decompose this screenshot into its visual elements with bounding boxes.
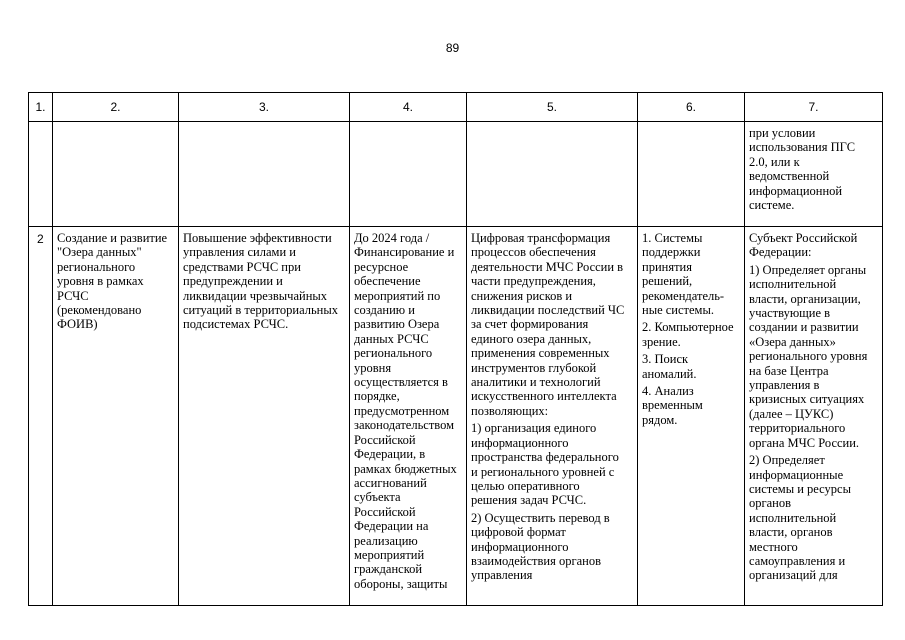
cell-paragraph: 2) Определяет информационные системы и ресурсы органов исполнительной власти, органов местного самоуправления и организаций для <box>749 453 851 583</box>
cell-paragraph: 3. Поиск аномалий. <box>642 352 697 381</box>
cell-paragraph: 1) Определяет органы исполнительной власти, организации, участвующие в создании и развитии «Озера данных» регионального уровня на базе Центра управления в кризисных ситуациях (далее – ЦУКС) территориального органа МЧС России. <box>749 262 868 450</box>
cell-paragraph: 4. Анализ временным рядом. <box>642 384 703 427</box>
header-cell-3: 3. <box>179 93 350 122</box>
header-cell-4: 4. <box>350 93 467 122</box>
table-cell <box>179 122 350 227</box>
table-cell <box>179 227 350 606</box>
cell-text: при условии использования ПГС 2.0, или к ведомственной информационной системе. <box>749 126 856 213</box>
cell-paragraph: 1) организация единого информационного пространства федерального и регионального уровней с целью оперативного решения задач РСЧС. <box>471 421 619 508</box>
table-cell <box>350 227 467 606</box>
table-cell <box>29 227 53 606</box>
table-cell <box>350 122 467 227</box>
cell-paragraph: 2) Осуществить перевод в цифровой формат информационного взаимодействия органов управления <box>471 510 610 583</box>
table-cell <box>467 122 638 227</box>
table-cell <box>638 122 745 227</box>
page-number: 89 <box>445 41 460 55</box>
deadline-financing: До 2024 года / Финансирование и ресурсное обеспечение мероприятий по созданию и развитию Озера данных РСЧС регионального уровня осуществляется в порядке, предусмотренном законодательством Российской Федерации, в рамках бюджетных ассигнований субъекта Российской Федерации на реализацию мероприятий гражданской обороны, защиты <box>354 231 457 591</box>
table-header-row <box>29 93 883 122</box>
table-cell <box>638 227 745 606</box>
row-number: 2 <box>37 232 44 246</box>
document-table <box>28 92 883 606</box>
table-cell <box>745 227 883 606</box>
header-cell-6: 6. <box>638 93 745 122</box>
table-cell <box>467 227 638 606</box>
table-row <box>29 227 883 606</box>
cell-paragraph: 2. Компьютерное зрение. <box>642 320 734 349</box>
header-cell-2: 2. <box>53 93 179 122</box>
measure-goal: Повышение эффективности управления силами и средствами РСЧС при предупреждении и ликвидации чрезвычайных ситуаций в территориальных подсистемах РСЧС. <box>183 231 339 332</box>
cell-paragraph: Цифровая трансформация процессов обеспечения деятельности МЧС России в части предупреждения, снижения рисков и ликвидации последствий ЧС за счет формирования единого озера данных, применения современных инструментов глубокой аналитики и технологий искусственного интеллекта позволяющих: <box>471 231 625 418</box>
cell-paragraph: 1. Системы поддержки принятия решений, рекомендатель- ные системы. <box>642 231 725 318</box>
table-cell <box>745 122 883 227</box>
measure-name: Создание и развитие "Озера данных" регионального уровня в рамках РСЧС (рекомендовано ФОИВ) <box>57 231 168 332</box>
cell-paragraph: Субъект Российской Федерации: <box>749 231 858 260</box>
table-cell <box>29 122 53 227</box>
header-cell-5: 5. <box>467 93 638 122</box>
header-cell-7: 7. <box>745 93 883 122</box>
table-cell <box>53 227 179 606</box>
table-cell <box>53 122 179 227</box>
header-cell-1: 1. <box>29 93 53 122</box>
table-row <box>29 122 883 227</box>
